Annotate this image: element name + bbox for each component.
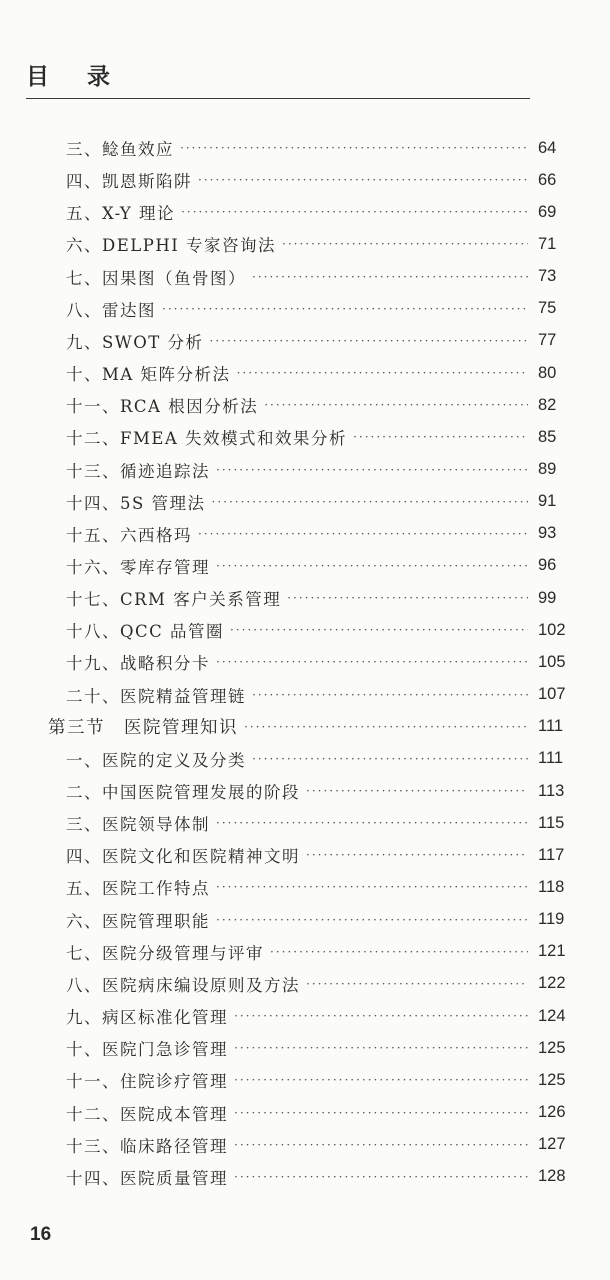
leader-dots: [234, 1097, 528, 1129]
toc-entry-page: 75: [538, 299, 557, 318]
toc-entry-label: 十六、零库存管理: [66, 557, 210, 577]
toc-entry-page: 111: [538, 717, 564, 736]
toc-entry-page: 64: [538, 138, 557, 157]
leader-dots: [306, 775, 528, 807]
toc-entry[interactable]: [66, 904, 565, 936]
toc-entry-page: 77: [538, 331, 557, 350]
leader-dots: [270, 936, 528, 968]
toc-entry[interactable]: [66, 936, 566, 968]
toc-entry-label: 十二、医院成本管理: [66, 1104, 228, 1124]
leader-dots: [234, 1161, 528, 1193]
toc-entry-page: 102: [538, 620, 566, 639]
leader-dots: [181, 196, 528, 228]
toc-entry[interactable]: [66, 646, 566, 678]
toc-entry-page: 118: [538, 877, 565, 896]
toc-entry[interactable]: [66, 614, 566, 646]
toc-entry-label: 七、因果图（鱼骨图）: [66, 268, 246, 288]
toc-entry-label: 二十、医院精益管理链: [66, 686, 246, 706]
toc-entry-label: 七、医院分级管理与评审: [66, 943, 264, 963]
toc-entry-label: 十四、5S 管理法: [66, 493, 206, 513]
toc-entry-label: 十七、CRM 客户关系管理: [66, 590, 282, 610]
leader-dots: [244, 711, 528, 743]
toc-entry-label: 三、鲶鱼效应: [66, 140, 174, 159]
toc-entry[interactable]: [66, 775, 565, 807]
toc-section-entry[interactable]: [48, 711, 564, 743]
toc-entry-page: 73: [538, 267, 557, 286]
toc-entry-label: 六、DELPHI 专家咨询法: [66, 236, 276, 256]
toc-entry-label: 一、医院的定义及分类: [66, 750, 246, 770]
leader-dots: [252, 679, 528, 711]
leader-dots: [287, 582, 528, 614]
leader-dots: [234, 1064, 528, 1096]
leader-dots: [180, 132, 528, 164]
toc-entry[interactable]: [66, 518, 557, 550]
toc-entry-page: 80: [538, 363, 557, 382]
toc-entry-label: 十八、QCC 品管圈: [66, 622, 225, 642]
toc-entry-label: 十二、FMEA 失效模式和效果分析: [66, 429, 348, 449]
toc-entry[interactable]: [66, 582, 557, 614]
toc-entry-page: 71: [538, 234, 557, 253]
toc-entry-page: 128: [538, 1167, 566, 1186]
toc-entry[interactable]: [66, 550, 557, 582]
toc-entry-page: 121: [538, 942, 566, 961]
toc-entry-label: 十、医院门急诊管理: [66, 1040, 228, 1060]
toc-entry[interactable]: [66, 1129, 566, 1161]
toc-entry[interactable]: [66, 325, 557, 357]
toc-entry-label: 十、MA 矩阵分析法: [66, 365, 231, 385]
toc-entry-page: 96: [538, 556, 557, 575]
toc-entry[interactable]: [66, 1032, 566, 1064]
toc-entry-page: 105: [538, 652, 566, 671]
leader-dots: [216, 454, 528, 486]
toc-entry-page: 122: [538, 974, 566, 993]
leader-dots: [306, 839, 528, 871]
leader-dots: [252, 261, 528, 293]
toc-entry-label: 十九、战略积分卡: [66, 654, 210, 674]
toc-entry-label: 十三、临床路径管理: [66, 1136, 228, 1156]
toc-entry-page: 89: [538, 460, 557, 478]
toc-entry-label: 三、医院领导体制: [66, 815, 210, 835]
toc-entry-page: 85: [538, 427, 557, 446]
toc-entry[interactable]: [66, 132, 557, 164]
toc-entry-label: 六、医院管理职能: [66, 911, 210, 931]
leader-dots: [162, 293, 528, 325]
leader-dots: [216, 550, 528, 582]
leader-dots: [198, 518, 528, 550]
toc-entry[interactable]: [66, 839, 565, 871]
toc-entry-label: 十三、循迹追踪法: [66, 461, 210, 481]
leader-dots: [264, 389, 528, 421]
toc-entry-label: 九、病区标准化管理: [66, 1008, 228, 1028]
toc-entry-label: 八、医院病床编设原则及方法: [66, 975, 300, 995]
toc-entry[interactable]: [66, 1064, 566, 1096]
toc-entry[interactable]: [66, 389, 557, 421]
toc-entry-page: 66: [538, 170, 557, 189]
leader-dots: [306, 968, 528, 1000]
toc-entry-page: 117: [538, 845, 565, 864]
toc-entry-page: 126: [538, 1103, 566, 1121]
toc-entry[interactable]: [66, 421, 557, 453]
toc-entry-label: 五、医院工作特点: [66, 879, 210, 899]
toc-entry-label: 十一、RCA 根因分析法: [66, 397, 259, 417]
toc-entry-page: 99: [538, 588, 557, 607]
toc-entry-page: 127: [538, 1135, 566, 1154]
toc-entry-page: 111: [538, 749, 564, 768]
toc-entry[interactable]: [66, 196, 557, 228]
leader-dots: [230, 614, 528, 646]
toc-entry-page: 107: [538, 685, 566, 704]
toc-entry[interactable]: [66, 968, 566, 1000]
page-title: 目录: [26, 64, 148, 90]
toc-entry-page: 113: [538, 781, 565, 800]
toc-entry-label: 十五、六西格玛: [66, 525, 192, 545]
leader-dots: [216, 904, 528, 936]
toc-entry-label: 五、X-Y 理论: [66, 204, 176, 224]
leader-dots: [234, 1000, 528, 1032]
leader-dots: [353, 421, 528, 453]
leader-dots: [198, 164, 528, 196]
toc-entry-label: 十四、医院质量管理: [66, 1168, 228, 1188]
toc-entry-label: 十一、住院诊疗管理: [66, 1072, 228, 1092]
toc-entry[interactable]: [66, 1161, 566, 1193]
leader-dots: [234, 1129, 528, 1161]
leader-dots: [212, 486, 528, 518]
toc-entry-page: 91: [538, 492, 557, 511]
toc-entry-page: 125: [538, 1070, 566, 1089]
toc-entry[interactable]: [66, 486, 557, 518]
toc-entry-label: 九、SWOT 分析: [66, 332, 204, 352]
toc-entry-label: 八、雷达图: [66, 300, 156, 320]
toc-entry-page: 93: [538, 524, 557, 543]
toc-entry-page: 124: [538, 1006, 566, 1025]
toc-entry[interactable]: [66, 357, 557, 389]
toc-entry[interactable]: [66, 454, 557, 486]
toc-entry-page: 125: [538, 1038, 566, 1057]
leader-dots: [282, 228, 528, 260]
toc-entry[interactable]: [66, 679, 566, 711]
leader-dots: [216, 807, 528, 839]
toc-entry[interactable]: [66, 1000, 566, 1032]
leader-dots: [216, 646, 528, 678]
toc-entry-page: 119: [538, 910, 565, 929]
leader-dots: [210, 325, 528, 357]
toc-entry[interactable]: [66, 261, 557, 293]
leader-dots: [216, 871, 528, 903]
toc-entry-page: 115: [538, 813, 565, 832]
toc-entry[interactable]: [66, 1097, 566, 1129]
page-number: 16: [30, 1224, 52, 1245]
toc-entry[interactable]: [66, 164, 557, 196]
toc-entry-label: 二、中国医院管理发展的阶段: [66, 783, 300, 802]
toc-entry-page: 69: [538, 202, 557, 221]
leader-dots: [234, 1032, 528, 1064]
leader-dots: [252, 743, 528, 775]
toc-entry[interactable]: [66, 228, 557, 260]
toc-entry[interactable]: [66, 871, 565, 903]
toc-entry-label: 第三节 医院管理知识: [48, 718, 238, 739]
leader-dots: [237, 357, 528, 389]
page-header: [26, 60, 530, 99]
toc-entry-label: 四、医院文化和医院精神文明: [66, 847, 300, 867]
toc-entry-label: 四、凯恩斯陷阱: [66, 172, 192, 192]
toc-entry[interactable]: [66, 293, 557, 325]
toc-entry[interactable]: [66, 743, 564, 775]
toc-entry-page: 82: [538, 395, 557, 414]
toc-entry[interactable]: [66, 807, 565, 839]
